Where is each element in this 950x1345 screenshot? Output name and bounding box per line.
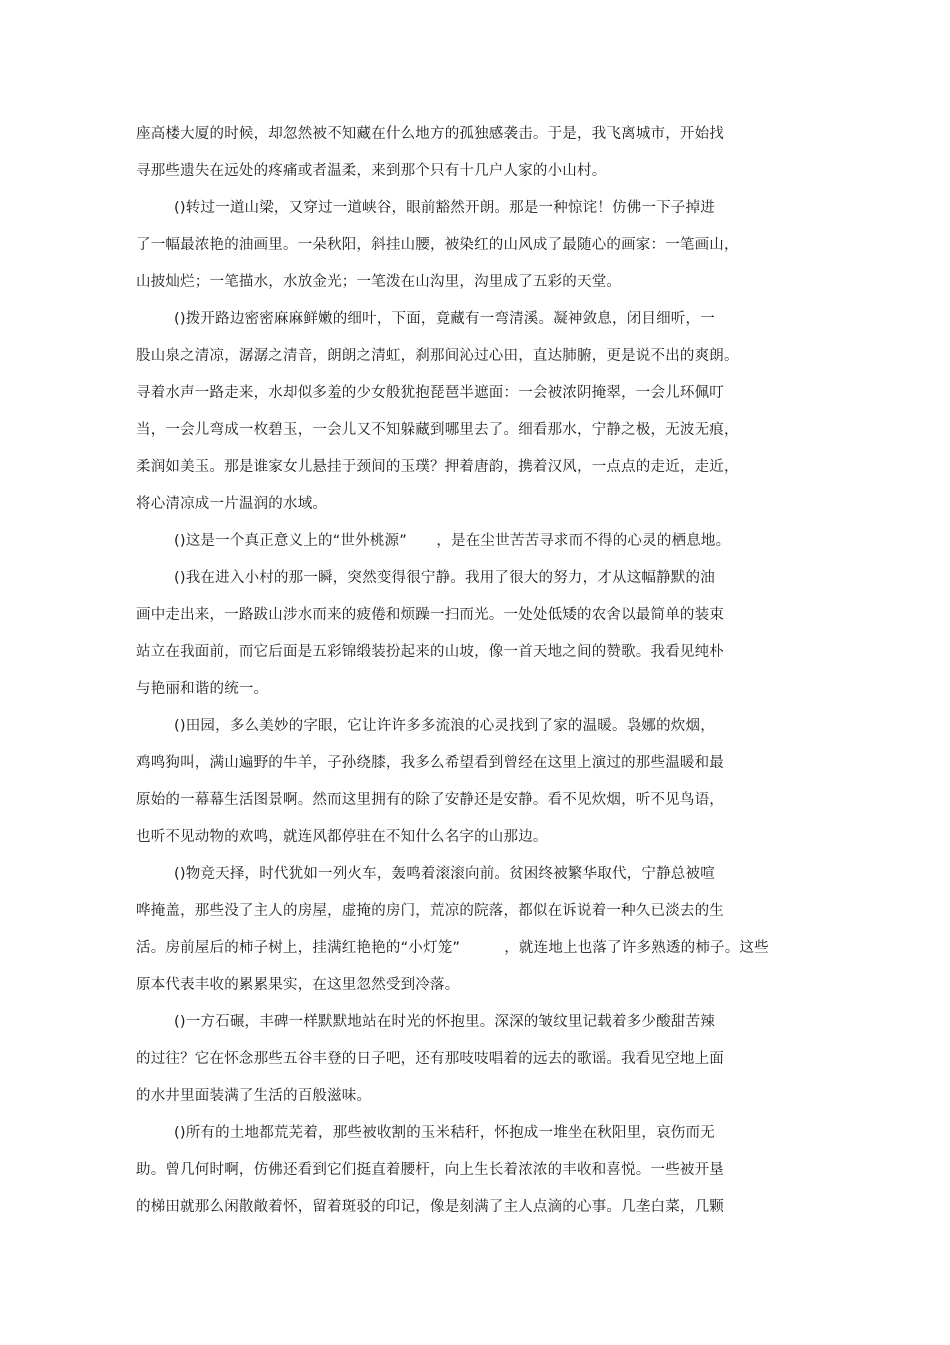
text-line: 柔润如美玉。那是谁家女儿悬挂于颈间的玉璞？押着唐韵，携着汉风，一点点的走近，走近，: [136, 459, 739, 475]
paragraph-start-line: ()物竞天择，时代犹如一列火车，轰鸣着滚滚向前。贫困终被繁华取代，宁静总被喧: [174, 866, 715, 882]
text-line: 座高楼大厦的时候，却忽然被不知藏在什么地方的孤独感袭击。于是，我飞离城市，开始找: [136, 126, 724, 142]
paragraph-start-line: ()所有的土地都荒芜着，那些被收割的玉米秸秆，怀抱成一堆坐在秋阳里，哀伤而无: [174, 1125, 715, 1141]
text-line: 了一幅最浓艳的油画里。一朵秋阳，斜挂山腰，被染红的山风成了最随心的画家：一笔画山，: [136, 237, 739, 253]
paragraph-start-line: ()这是一个真正意义上的“世外桃源” ，是在尘世苦苦寻求而不得的心灵的栖息地。: [174, 533, 731, 549]
text-line: 山披灿烂；一笔描水，水放金光；一笔泼在山沟里，沟里成了五彩的天堂。: [136, 274, 622, 290]
text-line: 寻那些遗失在远处的疼痛或者温柔，来到那个只有十几户人家的小山村。: [136, 163, 607, 179]
text-line: 的水井里面装满了生活的百般滋味。: [136, 1088, 372, 1104]
text-line: 原本代表丰收的累累果实，在这里忽然受到冷落。: [136, 977, 460, 993]
text-line: 也听不见动物的欢鸣，就连风都停驻在不知什么名字的山那边。: [136, 829, 548, 845]
text-line: 的过往？它在怀念那些五谷丰登的日子吧，还有那吱吱唱着的远去的歌谣。我看见空地上面: [136, 1051, 724, 1067]
text-line: 哗掩盖，那些没了主人的房屋，虚掩的房门，荒凉的院落，都似在诉说着一种久已淡去的生: [136, 903, 724, 919]
text-line: 原始的一幕幕生活图景啊。然而这里拥有的除了安静还是安静。看不见炊烟，听不见鸟语，: [136, 792, 724, 808]
paragraph-start-line: ()我在进入小村的那一瞬，突然变得很宁静。我用了很大的努力，才从这幅静默的油: [174, 570, 715, 586]
paragraph-start-line: ()转过一道山梁，又穿过一道峡谷，眼前豁然开朗。那是一种惊诧！仿佛一下子掉进: [174, 200, 715, 216]
paragraph-start-line: ()拨开路边密密麻麻鲜嫩的细叶，下面，竟藏有一弯清溪。凝神敛息，闭目细听，一: [174, 311, 715, 327]
text-line: 股山泉之清凉，潺潺之清音，朗朗之清虹，刹那间沁过心田，直达肺腑，更是说不出的爽朗。: [136, 348, 739, 364]
text-line: 活。房前屋后的柿子树上，挂满红艳艳的“小灯笼” ，就连地上也落了许多熟透的柿子。这些: [136, 940, 769, 956]
paragraph-start-line: ()一方石碾，丰碑一样默默地站在时光的怀抱里。深深的皱纹里记载着多少酸甜苦辣: [174, 1014, 715, 1030]
text-line: 站立在我面前，而它后面是五彩锦缎装扮起来的山坡，像一首天地之间的赞歌。我看见纯朴: [136, 644, 724, 660]
text-line: 助。曾几何时啊，仿佛还看到它们挺直着腰杆，向上生长着浓浓的丰收和喜悦。一些被开垦: [136, 1162, 724, 1178]
text-line: 当，一会儿弯成一枚碧玉，一会儿又不知躲藏到哪里去了。细看那水，宁静之极，无波无痕，: [136, 422, 739, 438]
text-line: 鸡鸣狗叫，满山遍野的牛羊，子孙绕膝，我多么希望看到曾经在这里上演过的那些温暖和最: [136, 755, 724, 771]
text-line: 将心清凉成一片温润的水域。: [136, 496, 328, 512]
text-line: 画中走出来，一路跋山涉水而来的疲倦和烦躁一扫而光。一处处低矮的农舍以最简单的装束: [136, 607, 724, 623]
text-line: 与艳丽和谐的统一。: [136, 681, 269, 697]
text-line: 的梯田就那么闲散敞着怀，留着斑驳的印记，像是刻满了主人点滴的心事。几垄白菜，几颗: [136, 1199, 724, 1215]
text-line: 寻着水声一路走来，水却似多羞的少女般犹抱琵琶半遮面：一会被浓阴掩翠，一会儿环佩叮: [136, 385, 724, 401]
paragraph-start-line: ()田园，多么美妙的字眼，它让许许多多流浪的心灵找到了家的温暖。袅娜的炊烟，: [174, 718, 715, 734]
